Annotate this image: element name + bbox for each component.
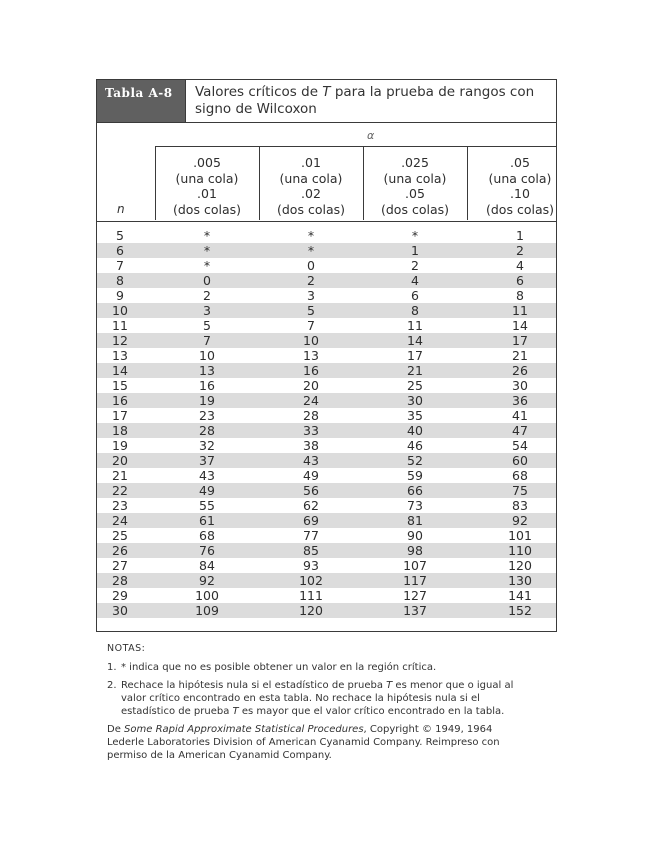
n-cell: 28 [112,573,128,588]
critical-value-cell: 10 [199,348,215,363]
critical-value-cell: 90 [407,528,423,543]
n-cell: 22 [112,483,128,498]
critical-value-cell: 61 [199,513,215,528]
critical-value-cell: 25 [407,378,423,393]
critical-value-cell: 6 [516,273,524,288]
note-text: es menor que o igual al valor crítico encontrado en esta tabla. No rechace la hipótesis nula si el estadístico de prueba [121,680,514,717]
critical-value-cell: 28 [303,408,319,423]
two-tail-alpha: .01 [197,186,217,201]
one-tail-label: (una cola) [383,170,447,186]
critical-value-cell: 13 [199,363,215,378]
critical-value-cell: 7 [307,318,315,333]
critical-value-cell: 0 [203,273,211,288]
table-row [97,378,556,393]
n-cell: 11 [112,318,128,333]
n-cell: 21 [112,468,128,483]
critical-value-cell: 4 [516,258,524,273]
table-row [97,513,556,528]
critical-value-cell: 17 [407,348,423,363]
critical-value-cell: 21 [512,348,528,363]
critical-value-cell: 36 [512,393,528,408]
critical-value-cell: 117 [403,573,427,588]
critical-value-cell: 21 [407,363,423,378]
critical-value-cell: 26 [512,363,528,378]
critical-value-cell: 35 [407,408,423,423]
critical-value-cell: 46 [407,438,423,453]
table-frame [96,79,557,632]
critical-value-cell: 55 [199,498,215,513]
critical-value-cell: 47 [512,423,528,438]
two-tail-label: (dos colas) [381,201,449,217]
title-prefix: Valores críticos de [195,84,323,100]
column-header-3 [363,155,467,217]
critical-value-cell: 43 [199,468,215,483]
note-number: 2. [107,680,117,691]
critical-value-cell: 109 [195,603,219,618]
critical-value-cell: * [307,228,315,243]
critical-value-cell: 17 [512,333,528,348]
critical-value-cell: 130 [508,573,532,588]
n-cell: 15 [112,378,128,393]
table-row [97,258,556,273]
critical-value-cell: 23 [199,408,215,423]
n-column-label: n [117,202,125,216]
table-row [97,453,556,468]
column-header-4 [475,155,565,217]
critical-value-cell: 1 [516,228,524,243]
critical-value-cell: 120 [299,603,323,618]
n-cell: 9 [116,288,124,303]
note-number: 1. [107,662,117,673]
table-row [97,333,556,348]
critical-value-cell: 4 [411,273,419,288]
n-cell: 29 [112,588,128,603]
table-row [97,273,556,288]
critical-value-cell: 16 [303,363,319,378]
one-tail-alpha: .025 [401,155,429,170]
critical-value-cell: 101 [508,528,532,543]
critical-value-cell: 59 [407,468,423,483]
critical-value-cell: 11 [407,318,423,333]
critical-value-cell: 24 [303,393,319,408]
alpha-label: α [367,129,375,142]
critical-value-cell: 2 [411,258,419,273]
critical-value-cell: 30 [407,393,423,408]
note-variable: T [386,680,393,691]
n-cell: 18 [112,423,128,438]
one-tail-label: (una cola) [175,170,239,186]
critical-value-cell: 2 [516,243,524,258]
critical-value-cell: 85 [303,543,319,558]
critical-value-cell: 49 [303,468,319,483]
two-tail-label: (dos colas) [486,201,554,217]
critical-value-cell: 56 [303,483,319,498]
critical-value-cell: 3 [307,288,315,303]
critical-value-cell: 92 [199,573,215,588]
note-variable: T [232,706,239,717]
table-row [97,588,556,603]
critical-value-cell: 52 [407,453,423,468]
column-header-2 [259,155,363,217]
one-tail-label: (una cola) [279,170,343,186]
critical-value-cell: 1 [411,243,419,258]
n-cell: 30 [112,603,128,618]
critical-value-cell: 102 [299,573,323,588]
table-body [97,228,556,618]
n-cell: 23 [112,498,128,513]
table-row [97,483,556,498]
critical-value-cell: 69 [303,513,319,528]
critical-value-cell: 2 [307,273,315,288]
n-cell: 10 [112,303,128,318]
body-rule [97,221,556,222]
critical-value-cell: 75 [512,483,528,498]
n-cell: 14 [112,363,128,378]
critical-value-cell: 5 [203,318,211,333]
n-cell: 19 [112,438,128,453]
n-cell: 27 [112,558,128,573]
critical-value-cell: 37 [199,453,215,468]
critical-value-cell: 92 [512,513,528,528]
critical-value-cell: 68 [512,468,528,483]
critical-value-cell: * [307,243,315,258]
column-divider [467,147,468,220]
critical-value-cell: 16 [199,378,215,393]
critical-value-cell: 54 [512,438,528,453]
critical-value-cell: * [203,228,211,243]
critical-value-cell: 0 [307,258,315,273]
critical-value-cell: 8 [411,303,419,318]
critical-value-cell: 8 [516,288,524,303]
note-text: es mayor que el valor crítico encontrado en la tabla. [238,706,505,717]
n-cell: 8 [116,273,124,288]
critical-value-cell: 110 [508,543,532,558]
n-cell: 12 [112,333,128,348]
critical-value-cell: 84 [199,558,215,573]
critical-value-cell: 38 [303,438,319,453]
table-row [97,348,556,363]
title-rest: para la prueba de rangos con signo de Wilcoxon [195,84,535,117]
critical-value-cell: 11 [512,303,528,318]
critical-value-cell: 127 [403,588,427,603]
table-header [97,80,556,123]
critical-value-cell: 10 [303,333,319,348]
notes-heading: NOTAS: [107,643,146,654]
critical-value-cell: 32 [199,438,215,453]
critical-value-cell: 43 [303,453,319,468]
two-tail-label: (dos colas) [173,201,241,217]
note-text: * indica que no es posible obtener un valor en la región crítica. [121,662,437,673]
critical-value-cell: 73 [407,498,423,513]
table-row [97,603,556,618]
critical-value-cell: 81 [407,513,423,528]
critical-value-cell: 41 [512,408,528,423]
critical-value-cell: 93 [303,558,319,573]
table-row [97,303,556,318]
table-row [97,228,556,243]
critical-value-cell: 7 [203,333,211,348]
critical-value-cell: 137 [403,603,427,618]
critical-value-cell: 68 [199,528,215,543]
critical-value-cell: 28 [199,423,215,438]
critical-value-cell: 14 [407,333,423,348]
table-row [97,543,556,558]
critical-value-cell: 83 [512,498,528,513]
critical-value-cell: 20 [303,378,319,393]
critical-value-cell: 107 [403,558,427,573]
critical-value-cell: 13 [303,348,319,363]
table-row [97,318,556,333]
critical-value-cell: 62 [303,498,319,513]
critical-value-cell: 111 [299,588,323,603]
critical-value-cell: 6 [411,288,419,303]
critical-value-cell: 77 [303,528,319,543]
one-tail-alpha: .01 [301,155,321,170]
n-cell: 5 [116,228,124,243]
n-cell: 7 [116,258,124,273]
table-row [97,408,556,423]
note-item [107,679,522,718]
n-cell: 24 [112,513,128,528]
critical-value-cell: 33 [303,423,319,438]
n-cell: 13 [112,348,128,363]
n-cell: 6 [116,243,124,258]
table-row [97,423,556,438]
n-cell: 17 [112,408,128,423]
table-row [97,528,556,543]
critical-value-cell: * [411,228,419,243]
critical-value-cell: 19 [199,393,215,408]
two-tail-alpha: .02 [301,186,321,201]
source-prefix: De [107,724,125,735]
critical-value-cell: * [203,258,211,273]
critical-value-cell: 66 [407,483,423,498]
one-tail-alpha: .005 [193,155,221,170]
table-row [97,438,556,453]
critical-value-cell: 40 [407,423,423,438]
table-row [97,393,556,408]
table-row [97,288,556,303]
source-citation [107,723,522,762]
critical-value-cell: 14 [512,318,528,333]
note-text: Rechace la hipótesis nula si el estadístico de prueba [121,680,387,691]
n-cell: 25 [112,528,128,543]
table-tag: Tabla A-8 [97,80,186,122]
critical-value-cell: 49 [199,483,215,498]
notes-section [107,642,522,762]
n-cell: 20 [112,453,128,468]
critical-value-cell: 3 [203,303,211,318]
one-tail-alpha: .05 [510,155,530,170]
table-row [97,498,556,513]
table-row [97,558,556,573]
critical-value-cell: 141 [508,588,532,603]
n-cell: 26 [112,543,128,558]
critical-value-cell: 76 [199,543,215,558]
critical-value-cell: 100 [195,588,219,603]
table-row [97,243,556,258]
critical-value-cell: 5 [307,303,315,318]
critical-value-cell: 30 [512,378,528,393]
table-row [97,363,556,378]
source-text: , Copyright © 1949, 1964 Lederle Laboratories Division of American Cyanamid Company. Reimpreso con permiso de la American Cyanamid Company. [107,724,500,761]
table-title [195,84,545,118]
one-tail-label: (una cola) [488,170,552,186]
header-rule [155,146,556,147]
critical-value-cell: * [203,243,211,258]
critical-value-cell: 2 [203,288,211,303]
title-variable: T [322,84,331,100]
two-tail-alpha: .05 [405,186,425,201]
source-title: Some Rapid Approximate Statistical Procedures [124,724,364,735]
n-cell: 16 [112,393,128,408]
critical-value-cell: 120 [508,558,532,573]
critical-value-cell: 60 [512,453,528,468]
column-header-1 [155,155,259,217]
critical-value-cell: 152 [508,603,532,618]
two-tail-alpha: .10 [510,186,530,201]
table-row [97,573,556,588]
two-tail-label: (dos colas) [277,201,345,217]
critical-value-cell: 98 [407,543,423,558]
table-row [97,468,556,483]
note-item [107,661,522,674]
